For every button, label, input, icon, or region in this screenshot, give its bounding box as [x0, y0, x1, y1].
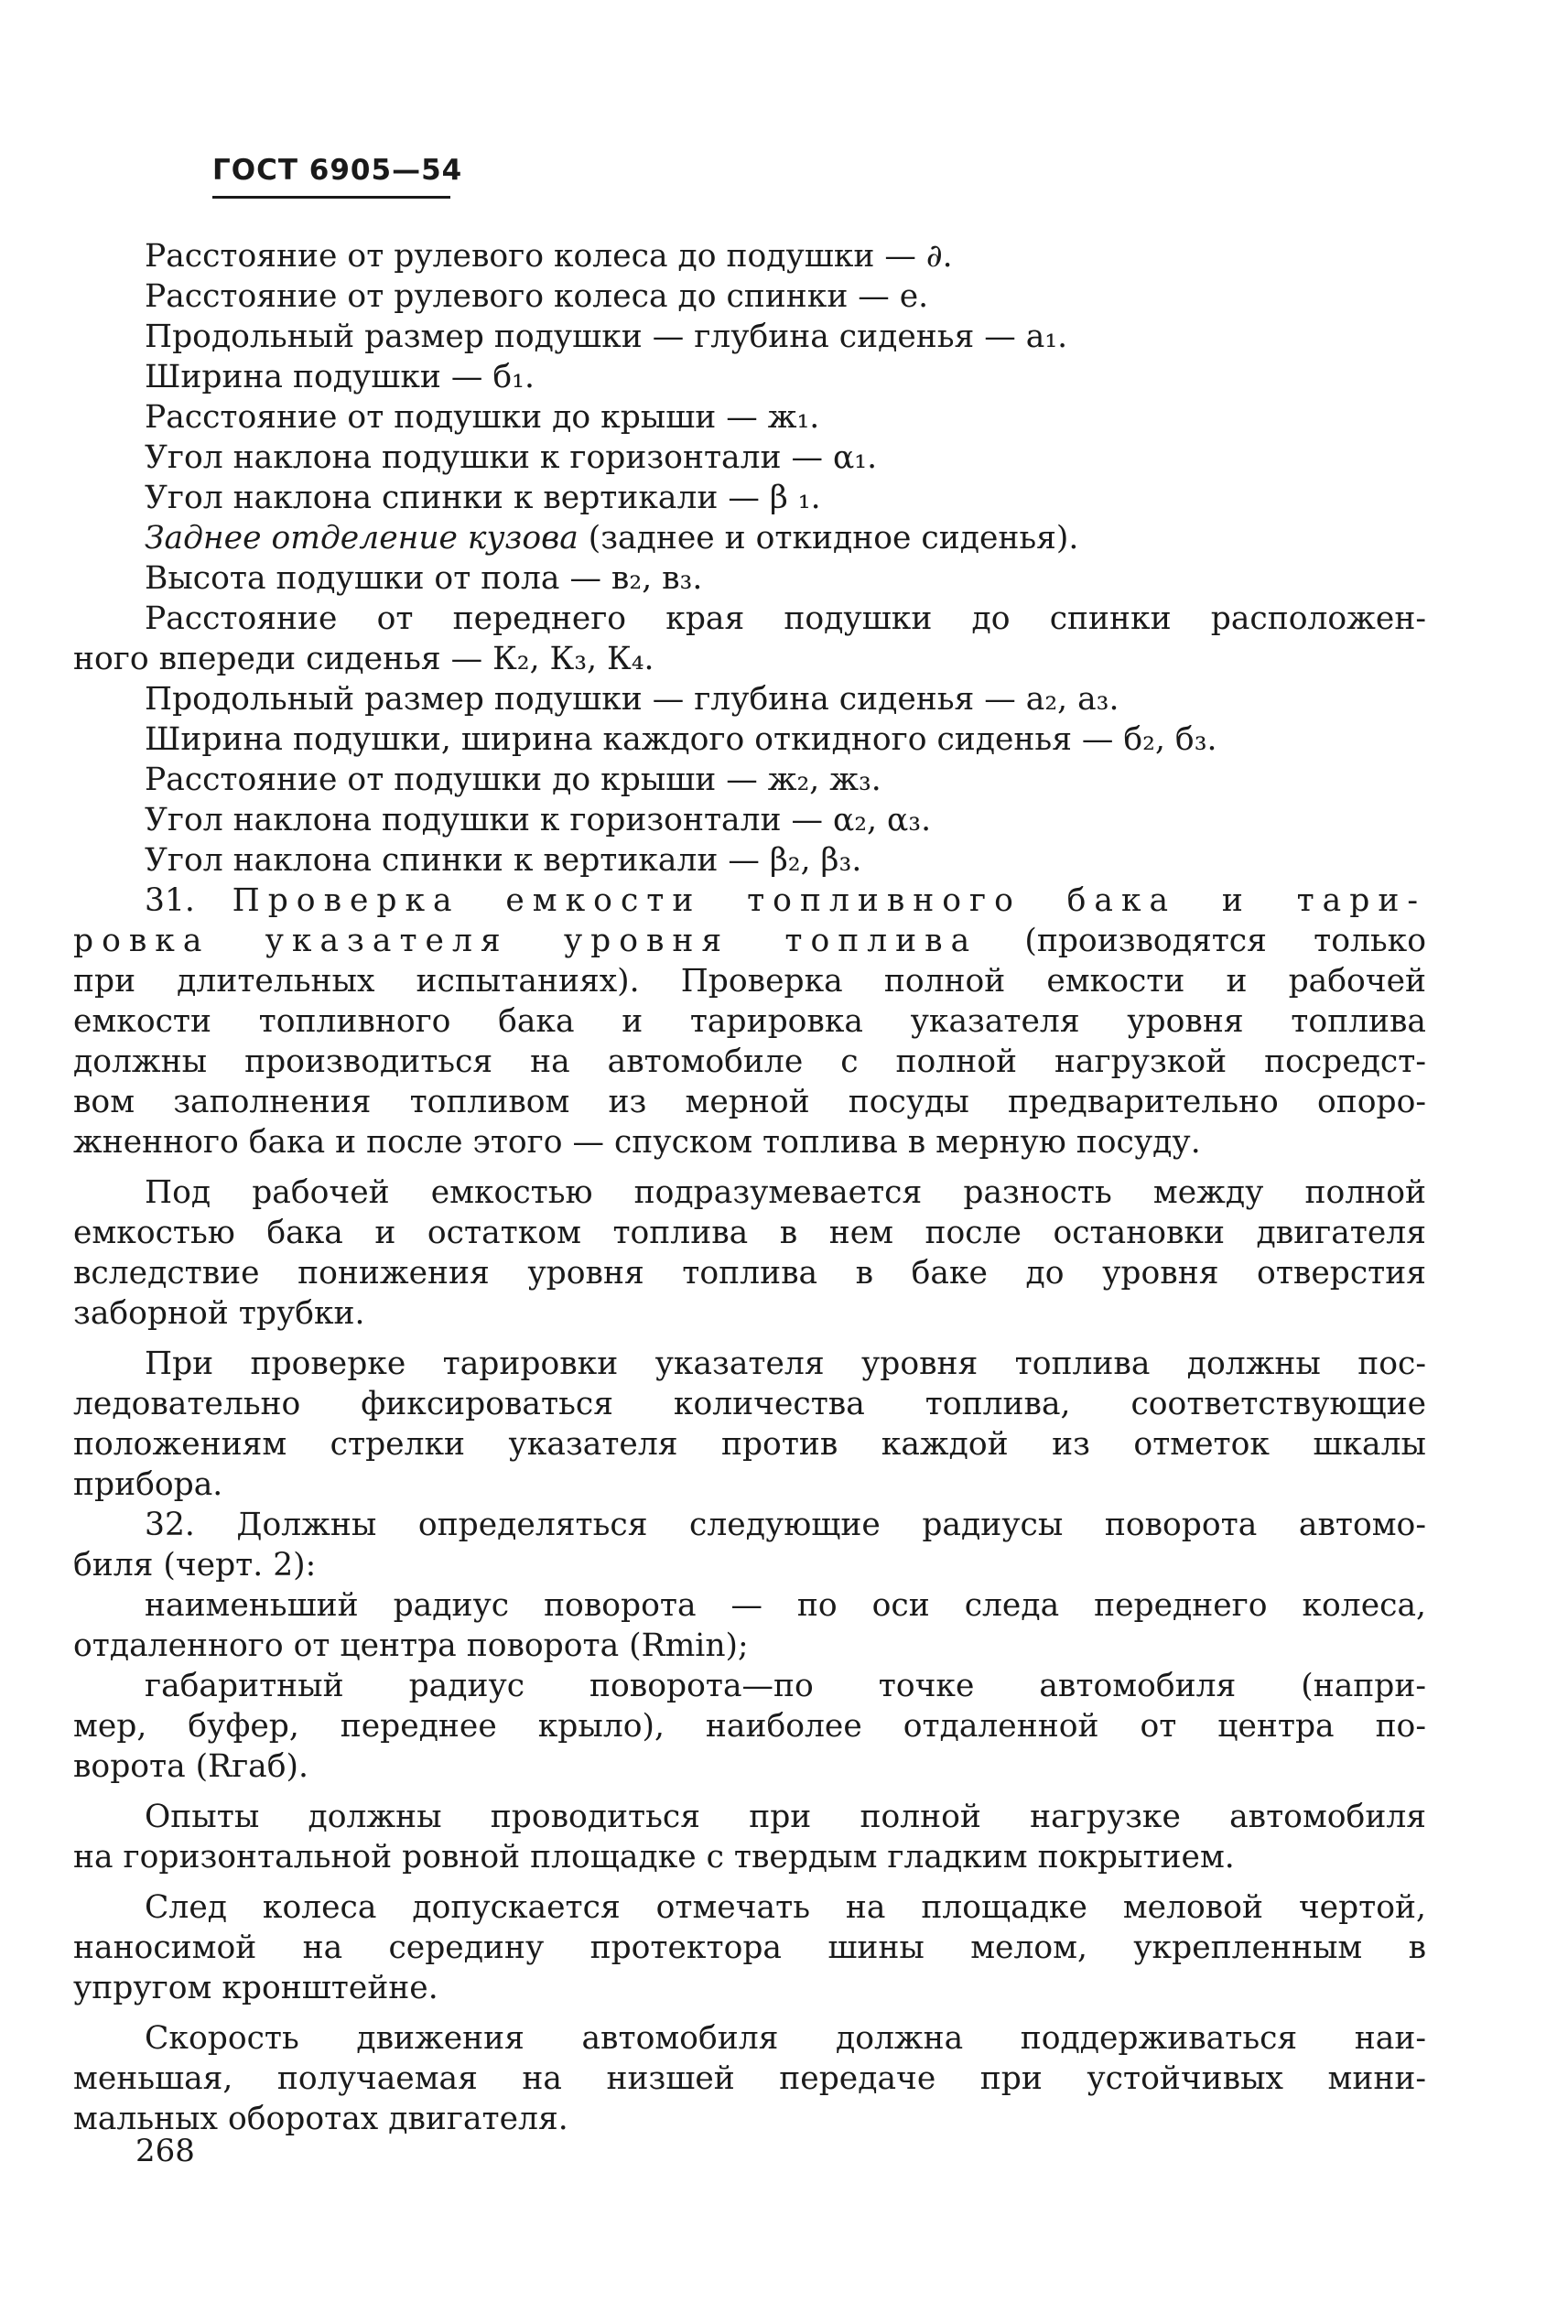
- section-subheading: [145, 518, 1426, 558]
- clause-title-spaced: ровка указателя уровня топлива: [73, 923, 979, 959]
- text-line: мальных оборотах двигателя.: [73, 2101, 568, 2137]
- text-line: отдаленного от центра поворота (Rmin);: [73, 1627, 749, 1664]
- text-line: Продольный размер подушки — глубина сиденья — а₁.: [145, 319, 1068, 355]
- text-line: положениям стрелки указателя против каждой из отметок шкалы: [73, 1426, 1426, 1463]
- text-line: емкостью бака и остатком топлива в нем после остановки двигателя: [73, 1215, 1426, 1251]
- text-line: вом заполнения топливом из мерной посуды предварительно опоро-: [73, 1084, 1426, 1120]
- page-number: 268: [135, 2133, 195, 2169]
- text-line: емкости топливного бака и тарировка указателя уровня топлива: [73, 1003, 1426, 1040]
- text-line: Угол наклона подушки к горизонтали — α₁.: [145, 439, 878, 476]
- text-line: биля (черт. 2):: [73, 1547, 317, 1584]
- clause-32: [73, 1505, 1426, 1787]
- text-line: при длительных испытаниях). Проверка полной емкости и рабочей: [73, 963, 1426, 1000]
- paragraph-wheel-trace: [73, 1887, 1426, 2008]
- text-line: Расстояние от переднего края подушки до спинки расположен-: [145, 600, 1426, 637]
- text-line: прибора.: [73, 1466, 223, 1503]
- text-line: Опыты должны проводиться при полной нагрузке автомобиля: [145, 1799, 1426, 1835]
- text-line: Ширина подушки — б₁.: [145, 359, 535, 395]
- text-line: габаритный радиус поворота—по точке автомобиля (напри-: [145, 1668, 1426, 1704]
- subheading-italic: Заднее отделение кузова: [145, 520, 579, 557]
- text-line: должны производиться на автомобиле с полной нагрузкой посредст-: [73, 1043, 1426, 1080]
- text-line: Угол наклона подушки к горизонтали — α₂, α₃.: [145, 802, 932, 838]
- text-line: наносимой на середину протектора шины мелом, укрепленным в: [73, 1929, 1426, 1966]
- paragraph-working-capacity: [73, 1173, 1426, 1334]
- text-line: заборной трубки.: [73, 1295, 365, 1332]
- subheading-rest: (заднее и откидное сиденья).: [578, 520, 1079, 557]
- text-line: Расстояние от рулевого колеса до подушки — ∂.: [145, 238, 953, 275]
- body-text: [73, 236, 1426, 2139]
- header-rule: [212, 196, 450, 199]
- standard-header: ГОСТ 6905—54: [212, 154, 463, 187]
- text-line: 32. Должны определяться следующие радиусы поворота автомо-: [145, 1507, 1426, 1543]
- text-line: ледовательно фиксироваться количества топлива, соответствующие: [73, 1386, 1426, 1422]
- paragraph-calibration: [73, 1344, 1426, 1505]
- text-line: на горизонтальной ровной площадке с твердым гладким покрытием.: [73, 1839, 1235, 1875]
- clause-title-rest: (производятся только: [978, 923, 1426, 959]
- clause-31-title-line: [73, 921, 1426, 961]
- text-line: наименьший радиус поворота — по оси следа переднего колеса,: [145, 1587, 1426, 1624]
- clause-31: [73, 881, 1426, 1162]
- text-line: вследствие понижения уровня топлива в баке до уровня отверстия: [73, 1255, 1426, 1292]
- text-line: Угол наклона спинки к вертикали — β ₁.: [145, 480, 821, 516]
- text-line: мер, буфер, переднее крыло), наиболее отдаленной от центра по-: [73, 1708, 1426, 1745]
- paragraph-speed: [73, 2018, 1426, 2139]
- text-line: При проверке тарировки указателя уровня топлива должны пос-: [145, 1346, 1426, 1382]
- text-line: ворота (Rгаб).: [73, 1748, 308, 1785]
- text-line: Ширина подушки, ширина каждого откидного сиденья — б₂, б₃.: [145, 721, 1217, 758]
- clause-title-spaced: Проверка емкости топливного бака и тари-: [232, 882, 1426, 919]
- text-line: Высота подушки от пола — в₂, в₃.: [145, 560, 703, 597]
- text-line: Скорость движения автомобиля должна поддерживаться наи-: [145, 2020, 1426, 2057]
- clause-31-title-line: [73, 881, 1426, 921]
- text-line: Расстояние от подушки до крыши — ж₁.: [145, 399, 820, 436]
- text-line: Угол наклона спинки к вертикали — β₂, β₃.: [145, 842, 862, 879]
- text-line: меньшая, получаемая на низшей передаче при устойчивых мини-: [73, 2060, 1426, 2097]
- clause-number: 31.: [145, 882, 195, 919]
- text-line: упругом кронштейне.: [73, 1970, 438, 2006]
- text-line: жненного бака и после этого — спуском топлива в мерную посуду.: [73, 1124, 1201, 1161]
- text-line: След колеса допускается отмечать на площадке меловой чертой,: [145, 1889, 1426, 1926]
- text-line: Под рабочей емкостью подразумевается разность между полной: [145, 1174, 1426, 1211]
- text-line: Продольный размер подушки — глубина сиденья — а₂, а₃.: [145, 681, 1119, 718]
- text-line: Расстояние от подушки до крыши — ж₂, ж₃.: [145, 762, 881, 798]
- text-line: ного впереди сиденья — К₂, К₃, К₄.: [73, 641, 654, 677]
- paragraph-tests: [73, 1797, 1426, 1877]
- text-line: Расстояние от рулевого колеса до спинки — е.: [145, 278, 929, 315]
